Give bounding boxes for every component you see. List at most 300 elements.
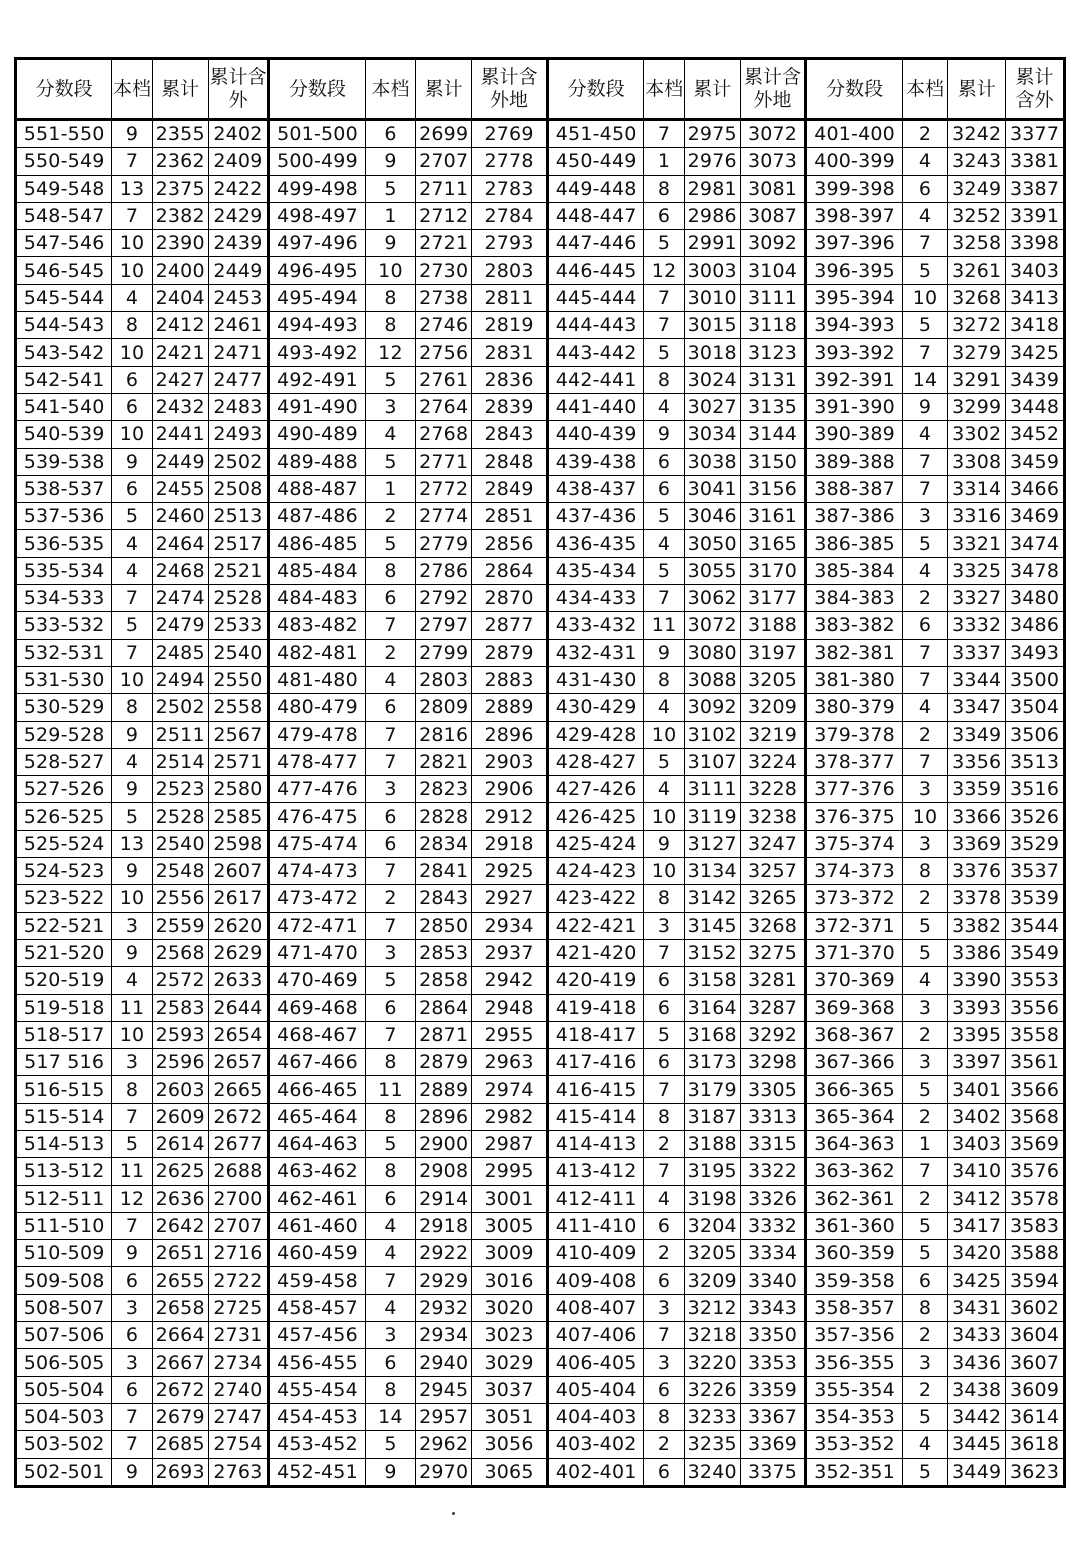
- score-range-cell: 517 516: [16, 1049, 112, 1076]
- score-range-cell: 505-504: [16, 1376, 112, 1403]
- score-range-cell: 478-477: [269, 748, 365, 775]
- cumulative-cell: 3261: [948, 257, 1006, 284]
- cumulative-cell: 2514: [152, 748, 208, 775]
- count-cell: 4: [902, 1431, 948, 1458]
- cumulative-cell: 3397: [948, 1049, 1006, 1076]
- count-cell: 5: [902, 939, 948, 966]
- count-cell: 6: [902, 612, 948, 639]
- count-cell: 8: [365, 1103, 416, 1130]
- table-row: [16, 1294, 1065, 1321]
- score-range-cell: 537-536: [16, 503, 112, 530]
- cumulative-incl-outside-cell: 3268: [740, 912, 806, 939]
- cumulative-cell: 2441: [152, 421, 208, 448]
- cumulative-incl-outside-cell: 2700: [208, 1185, 269, 1212]
- score-range-cell: 542-541: [16, 366, 112, 393]
- cumulative-incl-outside-cell: 3469: [1006, 503, 1065, 530]
- score-range-cell: 443-442: [548, 339, 644, 366]
- count-cell: 3: [902, 1049, 948, 1076]
- score-range-cell: 511-510: [16, 1212, 112, 1239]
- cumulative-cell: 2730: [416, 257, 472, 284]
- cumulative-incl-outside-cell: 3583: [1006, 1212, 1065, 1239]
- score-range-cell: 491-490: [269, 393, 365, 420]
- cumulative-incl-outside-cell: 3623: [1006, 1458, 1065, 1486]
- count-cell: 1: [365, 475, 416, 502]
- count-cell: 5: [902, 1458, 948, 1486]
- cumulative-incl-outside-cell: 3391: [1006, 202, 1065, 229]
- count-cell: 9: [112, 1240, 153, 1267]
- count-cell: 9: [644, 830, 685, 857]
- score-range-cell: 528-527: [16, 748, 112, 775]
- cumulative-cell: 3395: [948, 1021, 1006, 1048]
- cumulative-cell: 2404: [152, 284, 208, 311]
- table-row: [16, 612, 1065, 639]
- cumulative-incl-outside-cell: 3332: [740, 1212, 806, 1239]
- score-range-cell: 448-447: [548, 202, 644, 229]
- cumulative-cell: 2799: [416, 639, 472, 666]
- count-cell: 8: [902, 858, 948, 885]
- cumulative-cell: 2908: [416, 1158, 472, 1185]
- cumulative-incl-outside-cell: 3081: [740, 175, 806, 202]
- cumulative-cell: 3046: [684, 503, 740, 530]
- count-cell: 7: [644, 939, 685, 966]
- cumulative-cell: 3272: [948, 312, 1006, 339]
- cumulative-cell: 3018: [684, 339, 740, 366]
- cumulative-incl-outside-cell: 3403: [1006, 257, 1065, 284]
- cumulative-incl-outside-cell: 3287: [740, 994, 806, 1021]
- cumulative-cell: 2651: [152, 1240, 208, 1267]
- cumulative-incl-outside-cell: 2769: [472, 120, 548, 148]
- cumulative-cell: 2583: [152, 994, 208, 1021]
- score-range-cell: 409-408: [548, 1267, 644, 1294]
- cumulative-incl-outside-cell: 2439: [208, 230, 269, 257]
- cumulative-cell: 3445: [948, 1431, 1006, 1458]
- score-range-cell: 487-486: [269, 503, 365, 530]
- cumulative-cell: 2528: [152, 803, 208, 830]
- count-cell: 7: [112, 1212, 153, 1239]
- table-row: [16, 967, 1065, 994]
- count-cell: 4: [365, 666, 416, 693]
- count-cell: 7: [902, 475, 948, 502]
- count-cell: 8: [365, 1158, 416, 1185]
- score-range-cell: 427-426: [548, 776, 644, 803]
- count-cell: 6: [644, 967, 685, 994]
- cumulative-incl-outside-cell: 3588: [1006, 1240, 1065, 1267]
- count-cell: 2: [902, 1376, 948, 1403]
- cumulative-cell: 2362: [152, 148, 208, 175]
- cumulative-cell: 3417: [948, 1212, 1006, 1239]
- table-row: [16, 885, 1065, 912]
- cumulative-incl-outside-cell: 3506: [1006, 721, 1065, 748]
- cumulative-incl-outside-cell: 2665: [208, 1076, 269, 1103]
- score-range-cell: 358-357: [806, 1294, 902, 1321]
- count-cell: 14: [902, 366, 948, 393]
- cumulative-cell: 2593: [152, 1021, 208, 1048]
- cumulative-cell: 2932: [416, 1294, 472, 1321]
- score-range-cell: 431-430: [548, 666, 644, 693]
- cumulative-cell: 3119: [684, 803, 740, 830]
- score-range-cell: 535-534: [16, 557, 112, 584]
- cumulative-cell: 3168: [684, 1021, 740, 1048]
- count-cell: 9: [365, 230, 416, 257]
- cumulative-cell: 3034: [684, 421, 740, 448]
- cumulative-incl-outside-cell: 3359: [740, 1376, 806, 1403]
- cumulative-cell: 2707: [416, 148, 472, 175]
- header-cumulative-incl-outside: 累计含外: [208, 59, 269, 120]
- cumulative-incl-outside-cell: 2803: [472, 257, 548, 284]
- cumulative-incl-outside-cell: 3526: [1006, 803, 1065, 830]
- cumulative-cell: 2823: [416, 776, 472, 803]
- count-cell: 7: [112, 202, 153, 229]
- count-cell: 8: [112, 312, 153, 339]
- cumulative-incl-outside-cell: 3452: [1006, 421, 1065, 448]
- count-cell: 1: [365, 202, 416, 229]
- cumulative-cell: 3308: [948, 448, 1006, 475]
- cumulative-cell: 2449: [152, 448, 208, 475]
- count-cell: 5: [644, 230, 685, 257]
- score-range-cell: 380-379: [806, 694, 902, 721]
- table-row: [16, 421, 1065, 448]
- cumulative-incl-outside-cell: 2517: [208, 530, 269, 557]
- table-row: [16, 1021, 1065, 1048]
- cumulative-incl-outside-cell: 3480: [1006, 585, 1065, 612]
- score-range-cell: 477-476: [269, 776, 365, 803]
- cumulative-cell: 2922: [416, 1240, 472, 1267]
- cumulative-incl-outside-cell: 2629: [208, 939, 269, 966]
- count-cell: 10: [112, 230, 153, 257]
- count-cell: 5: [902, 312, 948, 339]
- cumulative-incl-outside-cell: 2502: [208, 448, 269, 475]
- table-row: [16, 120, 1065, 148]
- cumulative-incl-outside-cell: 3305: [740, 1076, 806, 1103]
- count-cell: 9: [112, 858, 153, 885]
- cumulative-incl-outside-cell: 2722: [208, 1267, 269, 1294]
- cumulative-cell: 2664: [152, 1322, 208, 1349]
- cumulative-cell: 3188: [684, 1130, 740, 1157]
- cumulative-incl-outside-cell: 2912: [472, 803, 548, 830]
- cumulative-cell: 2712: [416, 202, 472, 229]
- count-cell: 3: [112, 1349, 153, 1376]
- cumulative-incl-outside-cell: 3334: [740, 1240, 806, 1267]
- cumulative-cell: 3242: [948, 120, 1006, 148]
- cumulative-incl-outside-cell: 3516: [1006, 776, 1065, 803]
- score-range-cell: 543-542: [16, 339, 112, 366]
- cumulative-cell: 3027: [684, 393, 740, 420]
- cumulative-incl-outside-cell: 3020: [472, 1294, 548, 1321]
- cumulative-cell: 3337: [948, 639, 1006, 666]
- count-cell: 10: [112, 885, 153, 912]
- cumulative-incl-outside-cell: 3556: [1006, 994, 1065, 1021]
- table-row: [16, 257, 1065, 284]
- count-cell: 4: [902, 557, 948, 584]
- count-cell: 7: [644, 585, 685, 612]
- cumulative-cell: 3164: [684, 994, 740, 1021]
- cumulative-cell: 2975: [684, 120, 740, 148]
- count-cell: 9: [644, 639, 685, 666]
- count-cell: 2: [902, 585, 948, 612]
- score-range-cell: 444-443: [548, 312, 644, 339]
- cumulative-cell: 2721: [416, 230, 472, 257]
- cumulative-incl-outside-cell: 2493: [208, 421, 269, 448]
- cumulative-cell: 3209: [684, 1267, 740, 1294]
- cumulative-incl-outside-cell: 3614: [1006, 1403, 1065, 1430]
- table-row: [16, 1240, 1065, 1267]
- count-cell: 5: [365, 967, 416, 994]
- cumulative-incl-outside-cell: 3478: [1006, 557, 1065, 584]
- cumulative-incl-outside-cell: 3326: [740, 1185, 806, 1212]
- count-cell: 9: [365, 1458, 416, 1486]
- cumulative-cell: 2929: [416, 1267, 472, 1294]
- cumulative-incl-outside-cell: 3466: [1006, 475, 1065, 502]
- count-cell: 6: [644, 475, 685, 502]
- score-range-cell: 375-374: [806, 830, 902, 857]
- cumulative-incl-outside-cell: 3343: [740, 1294, 806, 1321]
- count-cell: 11: [112, 994, 153, 1021]
- table-row: [16, 803, 1065, 830]
- cumulative-cell: 3179: [684, 1076, 740, 1103]
- cumulative-cell: 2774: [416, 503, 472, 530]
- count-cell: 4: [902, 148, 948, 175]
- score-range-cell: 366-365: [806, 1076, 902, 1103]
- score-range-cell: 391-390: [806, 393, 902, 420]
- cumulative-incl-outside-cell: 3418: [1006, 312, 1065, 339]
- table-row: [16, 776, 1065, 803]
- cumulative-cell: 2432: [152, 393, 208, 420]
- score-range-cell: 355-354: [806, 1376, 902, 1403]
- count-cell: 4: [112, 557, 153, 584]
- score-range-cell: 482-481: [269, 639, 365, 666]
- score-range-cell: 419-418: [548, 994, 644, 1021]
- cumulative-cell: 2400: [152, 257, 208, 284]
- count-cell: 5: [365, 1130, 416, 1157]
- score-range-cell: 516-515: [16, 1076, 112, 1103]
- count-cell: 8: [644, 1403, 685, 1430]
- cumulative-incl-outside-cell: 3387: [1006, 175, 1065, 202]
- count-cell: 5: [112, 803, 153, 830]
- score-range-cell: 434-433: [548, 585, 644, 612]
- table-row: [16, 1185, 1065, 1212]
- cumulative-incl-outside-cell: 2461: [208, 312, 269, 339]
- cumulative-incl-outside-cell: 3578: [1006, 1185, 1065, 1212]
- score-range-cell: 429-428: [548, 721, 644, 748]
- header-count: 本档: [902, 59, 948, 120]
- count-cell: 6: [112, 393, 153, 420]
- score-range-cell: 436-435: [548, 530, 644, 557]
- table-row: [16, 994, 1065, 1021]
- score-range-cell: 465-464: [269, 1103, 365, 1130]
- cumulative-cell: 3010: [684, 284, 740, 311]
- score-range-cell: 401-400: [806, 120, 902, 148]
- score-range-cell: 374-373: [806, 858, 902, 885]
- table-row: [16, 666, 1065, 693]
- cumulative-incl-outside-cell: 3553: [1006, 967, 1065, 994]
- cumulative-cell: 2625: [152, 1158, 208, 1185]
- score-range-cell: 415-414: [548, 1103, 644, 1130]
- cumulative-cell: 3127: [684, 830, 740, 857]
- cumulative-incl-outside-cell: 2925: [472, 858, 548, 885]
- count-cell: 7: [902, 1158, 948, 1185]
- cumulative-cell: 2764: [416, 393, 472, 420]
- cumulative-cell: 2981: [684, 175, 740, 202]
- score-range-cell: 506-505: [16, 1349, 112, 1376]
- count-cell: 4: [644, 393, 685, 420]
- count-cell: 4: [644, 694, 685, 721]
- count-cell: 10: [902, 284, 948, 311]
- cumulative-cell: 2596: [152, 1049, 208, 1076]
- count-cell: 9: [644, 421, 685, 448]
- cumulative-cell: 2896: [416, 1103, 472, 1130]
- score-range-cell: 544-543: [16, 312, 112, 339]
- cumulative-cell: 2761: [416, 366, 472, 393]
- cumulative-incl-outside-cell: 2716: [208, 1240, 269, 1267]
- count-cell: 2: [365, 639, 416, 666]
- cumulative-cell: 2382: [152, 202, 208, 229]
- cumulative-cell: 2945: [416, 1376, 472, 1403]
- cumulative-cell: 3403: [948, 1130, 1006, 1157]
- count-cell: 7: [365, 1021, 416, 1048]
- cumulative-cell: 2940: [416, 1349, 472, 1376]
- count-cell: 6: [112, 1376, 153, 1403]
- count-cell: 3: [112, 1049, 153, 1076]
- cumulative-incl-outside-cell: 2508: [208, 475, 269, 502]
- cumulative-incl-outside-cell: 3448: [1006, 393, 1065, 420]
- cumulative-cell: 3195: [684, 1158, 740, 1185]
- table-row: [16, 1103, 1065, 1130]
- cumulative-incl-outside-cell: 3224: [740, 748, 806, 775]
- table-row: [16, 503, 1065, 530]
- cumulative-cell: 2464: [152, 530, 208, 557]
- cumulative-cell: 2918: [416, 1212, 472, 1239]
- header-cumulative: 累计: [684, 59, 740, 120]
- count-cell: 10: [644, 803, 685, 830]
- cumulative-cell: 3050: [684, 530, 740, 557]
- header-score-range: 分数段: [16, 59, 112, 120]
- count-cell: 7: [112, 639, 153, 666]
- count-cell: 6: [902, 1267, 948, 1294]
- cumulative-incl-outside-cell: 2903: [472, 748, 548, 775]
- cumulative-incl-outside-cell: 3087: [740, 202, 806, 229]
- cumulative-incl-outside-cell: 3111: [740, 284, 806, 311]
- cumulative-incl-outside-cell: 3493: [1006, 639, 1065, 666]
- table-row: [16, 230, 1065, 257]
- table-row: [16, 202, 1065, 229]
- cumulative-cell: 2957: [416, 1403, 472, 1430]
- score-range-cell: 360-359: [806, 1240, 902, 1267]
- score-range-cell: 476-475: [269, 803, 365, 830]
- cumulative-incl-outside-cell: 2688: [208, 1158, 269, 1185]
- cumulative-cell: 2809: [416, 694, 472, 721]
- cumulative-incl-outside-cell: 3150: [740, 448, 806, 475]
- count-cell: 10: [112, 1021, 153, 1048]
- score-range-cell: 471-470: [269, 939, 365, 966]
- score-range-cell: 466-465: [269, 1076, 365, 1103]
- cumulative-incl-outside-cell: 3322: [740, 1158, 806, 1185]
- score-range-cell: 369-368: [806, 994, 902, 1021]
- cumulative-incl-outside-cell: 2483: [208, 393, 269, 420]
- cumulative-cell: 2850: [416, 912, 472, 939]
- cumulative-cell: 2853: [416, 939, 472, 966]
- cumulative-cell: 3258: [948, 230, 1006, 257]
- cumulative-incl-outside-cell: 3228: [740, 776, 806, 803]
- count-cell: 7: [644, 1076, 685, 1103]
- cumulative-incl-outside-cell: 2831: [472, 339, 548, 366]
- cumulative-cell: 2792: [416, 585, 472, 612]
- score-range-cell: 521-520: [16, 939, 112, 966]
- cumulative-cell: 3386: [948, 939, 1006, 966]
- cumulative-incl-outside-cell: 2793: [472, 230, 548, 257]
- count-cell: 5: [365, 366, 416, 393]
- score-range-cell: 356-355: [806, 1349, 902, 1376]
- count-cell: 8: [365, 284, 416, 311]
- cumulative-incl-outside-cell: 2607: [208, 858, 269, 885]
- score-range-cell: 500-499: [269, 148, 365, 175]
- count-cell: 8: [112, 694, 153, 721]
- count-cell: 10: [112, 666, 153, 693]
- score-range-cell: 354-353: [806, 1403, 902, 1430]
- cumulative-incl-outside-cell: 2725: [208, 1294, 269, 1321]
- count-cell: 11: [365, 1076, 416, 1103]
- cumulative-cell: 3425: [948, 1267, 1006, 1294]
- count-cell: 5: [902, 1403, 948, 1430]
- cumulative-incl-outside-cell: 3144: [740, 421, 806, 448]
- cumulative-cell: 3243: [948, 148, 1006, 175]
- count-cell: 2: [902, 721, 948, 748]
- score-range-cell: 395-394: [806, 284, 902, 311]
- score-range-cell: 352-351: [806, 1458, 902, 1486]
- count-cell: 7: [644, 284, 685, 311]
- score-range-cell: 361-360: [806, 1212, 902, 1239]
- count-cell: 6: [644, 1267, 685, 1294]
- count-cell: 5: [644, 503, 685, 530]
- cumulative-cell: 2699: [416, 120, 472, 148]
- table-row: [16, 748, 1065, 775]
- cumulative-incl-outside-cell: 2934: [472, 912, 548, 939]
- count-cell: 5: [902, 1240, 948, 1267]
- score-range-cell: 530-529: [16, 694, 112, 721]
- cumulative-cell: 2548: [152, 858, 208, 885]
- cumulative-incl-outside-cell: 2778: [472, 148, 548, 175]
- cumulative-cell: 2609: [152, 1103, 208, 1130]
- cumulative-cell: 2879: [416, 1049, 472, 1076]
- cumulative-cell: 3235: [684, 1431, 740, 1458]
- cumulative-incl-outside-cell: 2477: [208, 366, 269, 393]
- score-range-cell: 430-429: [548, 694, 644, 721]
- score-range-cell: 527-526: [16, 776, 112, 803]
- count-cell: 3: [365, 393, 416, 420]
- cumulative-incl-outside-cell: 3001: [472, 1185, 548, 1212]
- table-row: [16, 830, 1065, 857]
- count-cell: 9: [112, 120, 153, 148]
- count-cell: 6: [112, 1322, 153, 1349]
- cumulative-incl-outside-cell: 2620: [208, 912, 269, 939]
- cumulative-incl-outside-cell: 3474: [1006, 530, 1065, 557]
- table-row: [16, 339, 1065, 366]
- count-cell: 10: [112, 339, 153, 366]
- header-cumulative-incl-outside: 累计含外地: [740, 59, 806, 120]
- score-range-cell: 414-413: [548, 1130, 644, 1157]
- score-range-cell: 432-431: [548, 639, 644, 666]
- cumulative-incl-outside-cell: 3607: [1006, 1349, 1065, 1376]
- score-range-cell: 489-488: [269, 448, 365, 475]
- cumulative-cell: 2572: [152, 967, 208, 994]
- cumulative-incl-outside-cell: 3016: [472, 1267, 548, 1294]
- cumulative-cell: 3107: [684, 748, 740, 775]
- cumulative-cell: 3390: [948, 967, 1006, 994]
- count-cell: 5: [902, 1212, 948, 1239]
- cumulative-cell: 3449: [948, 1458, 1006, 1486]
- cumulative-incl-outside-cell: 3576: [1006, 1158, 1065, 1185]
- cumulative-cell: 2412: [152, 312, 208, 339]
- score-range-cell: 445-444: [548, 284, 644, 311]
